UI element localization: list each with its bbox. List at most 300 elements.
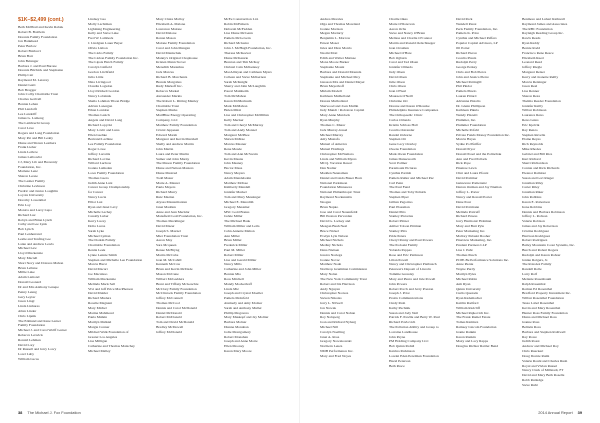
donor-name: Bradley McDowell [156, 325, 184, 329]
donor-name: Donata Mulholland [320, 98, 348, 103]
donor-name: Molly Lachtman [88, 21, 112, 26]
donor-name: The Michael Baak [224, 219, 251, 224]
donor-name: Karen McMerinum [224, 98, 252, 103]
donor-name: Lisa Renner [522, 89, 540, 94]
donor-name: Mary Anne Murdock [320, 113, 350, 118]
donor-name: Ray Renzo [522, 127, 538, 132]
donor-name: Daniel and Linda Bauer Horn [320, 175, 363, 180]
donor-name: Wayne Purdy [456, 267, 476, 272]
donor-name: Cecelia Plautz [456, 55, 477, 60]
donor-name: National Philanthropic Trust [320, 190, 361, 195]
donor-name: Mary Muskopf and Jay Moliter [224, 315, 269, 320]
donor-name: Marie A. Maurer [156, 180, 180, 185]
donor-name: John and Jessica Pierre [456, 74, 489, 79]
donor-name: Michael J. and Carol Wolff Lerner [18, 328, 67, 333]
donor-name: Sarah and Anthony Muller [224, 305, 262, 310]
donor-name: Brian Meyerhoff [320, 84, 344, 89]
donor-name: Megan Moriarty [320, 31, 344, 36]
donor-name: Ryan and Janet Levy [88, 204, 118, 209]
donor-name: Sydne Po Pfeiffer [456, 142, 482, 147]
donor-name: Lloyd Rickelt Gordon [88, 89, 120, 94]
donor-name: Nina Livingood [88, 79, 111, 84]
donor-name: Ellen Luebke [88, 132, 108, 137]
donor-name: Jason Reel [522, 84, 538, 89]
donor-name: Jack Marcus [156, 69, 174, 74]
donor-name: Stanley Pitts [389, 228, 407, 233]
name-list [156, 17, 214, 335]
donor-name: Lee Landolff [18, 111, 37, 116]
donor-name: Joseph and Anne Morte [224, 339, 258, 344]
donor-name: Cristina Rodriguez [522, 228, 549, 233]
donor-name: Linda Linhares [18, 304, 40, 309]
donor-name: Olga and Thomas Moreland [320, 21, 360, 26]
donor-name: Connie and Rick Richards [522, 166, 560, 171]
donor-name: Roy Nolsperg [320, 315, 340, 320]
donor-name: Stephen and Michelle Lee Foundation [88, 257, 143, 262]
donor-name: Cristal Jeppesen [156, 127, 180, 132]
donor-name: Ruiz Mazian [156, 195, 175, 200]
donor-name: Naomi Mott [320, 50, 338, 55]
donor-name: Jose and Carol Neuenfeldt [320, 209, 358, 214]
donor-name: Lawrence Malone [156, 26, 182, 31]
donor-name: Christine Levinson [18, 183, 46, 188]
donor-name: Carlos Orlando [389, 118, 411, 123]
donor-name: Alexander Markis [156, 94, 182, 98]
name-list [18, 25, 76, 362]
donor-name: Mary Lovitt and Luna [88, 127, 120, 132]
donor-name: Aaron Ochs [389, 26, 407, 31]
donor-name: Ellen Mooney [224, 344, 245, 349]
donor-name: Rosalie Magnant [88, 300, 113, 305]
donor-name: Tommie Gressley [389, 272, 415, 277]
donor-name: Carolyn Linfield [88, 65, 112, 70]
donor-name: Medley Nichols [320, 243, 343, 248]
donor-name: Marina Mahmoud [88, 310, 114, 315]
donor-name: Carol and Ted Olsen [389, 60, 419, 65]
donor-name: Cynthia Parrish [389, 171, 412, 175]
donor-name: Mary Mactell [18, 256, 38, 260]
donor-name: Ronan Mason [156, 36, 176, 41]
donor-name: Janet Madden [156, 204, 176, 209]
donor-name: Mary Pat and Bill Leahy [18, 135, 54, 140]
donor-name: David Pommer [456, 175, 478, 180]
donor-name: Jodie Montgomery [224, 329, 251, 334]
donor-name: Daniel Pitts [389, 209, 406, 214]
donor-name: The Mason Family Foundation [156, 161, 201, 166]
donor-name: Melanie Rosenbaum [522, 276, 552, 281]
donor-name: Robert Rodriguez [522, 238, 548, 243]
donor-name: Dorene and Karen O'Rourke [389, 103, 430, 108]
donor-name: Steve Ruhl [522, 382, 538, 387]
donor-name: Lisa Diane McGann [224, 31, 253, 36]
donor-name: Marcus Meaner [224, 142, 247, 147]
donor-name: Donald Posel and the Polinchak [456, 151, 502, 156]
donor-name: Dennis and Carol Nohan [320, 310, 356, 315]
donor-name: Roger Lowe [88, 146, 106, 151]
donor-name: Paul Plassman [389, 204, 410, 209]
donor-name: Judith Rossi [522, 339, 540, 344]
donor-name: Cancer Group Championship [88, 185, 130, 190]
donor-name: Rebecca Markel [156, 89, 180, 94]
donor-name: Barbara J. and Paul Barone [18, 63, 57, 68]
name-list [522, 17, 580, 388]
donor-name: Todd Masur [156, 175, 174, 180]
donor-name: Bonnie Lehan [18, 102, 38, 106]
donor-name: The Dorkin Family [88, 238, 116, 243]
donor-name: Jon Bankhead [18, 39, 38, 44]
donor-name: Marcia Reisinger [522, 79, 547, 84]
donor-name: Olivia Lisbon [88, 45, 108, 50]
donor-name: Steven Nikolas [320, 296, 342, 301]
donor-name: Rudolph Perry [456, 60, 477, 65]
donor-name: Tom McMahon [224, 94, 247, 98]
donor-name: Rudy Markoff Inc. [156, 84, 183, 89]
donor-name: Diane McKenzie [224, 55, 249, 60]
donor-name: Laura and Peter Martin [156, 151, 189, 156]
donor-name: Yolanda Pappas [389, 248, 412, 252]
donor-name: Dr Russell and Jerry Lowy [18, 347, 57, 352]
donor-name: The New York Community Trust [320, 276, 367, 281]
donor-name: David Mulder [88, 291, 108, 296]
donor-name: John Martin [156, 146, 174, 151]
donor-name: Royal and Vivian Russel [522, 363, 558, 368]
donor-name: Frank Lieber [18, 145, 37, 150]
donor-name: Lanie and Andrew Lewis [18, 241, 54, 246]
donor-name: The Podoski Family [389, 243, 418, 248]
donor-name: Tom and Cheryl McMurray [224, 122, 264, 127]
donor-name: James Dunseworth [389, 156, 416, 161]
donor-name: Kenneth McCaw [156, 262, 181, 267]
donor-name: John Powers [389, 281, 408, 286]
donor-name: Charitable Trust [156, 103, 179, 108]
donor-name: Chris and Bob Pierce [456, 69, 487, 74]
donor-name: Brian Barr [18, 53, 34, 58]
donor-name: Reno Gales [522, 118, 539, 123]
donor-name: Peterson's Deposit of Lincoln [389, 267, 431, 272]
donor-name: Elaine Reyes [522, 137, 541, 142]
donor-name: Gabriel and Bill Rice [522, 151, 553, 156]
donor-name: Karen Rankin [456, 334, 476, 339]
donor-name: Gary Leyrer [18, 294, 36, 299]
donor-name: Wilbert McGadders [156, 276, 185, 281]
donor-name: Mary Michel [88, 305, 107, 310]
donor-name: Julie Olson [389, 79, 406, 84]
name-column-8 [522, 17, 580, 405]
donor-name: Andrew and Michael Roy [522, 344, 559, 349]
donor-name: Gillian Pegorino [389, 199, 413, 204]
donor-name: Pamela Mohrfeld [224, 296, 249, 301]
donor-name: Claudia Logsdon [88, 84, 113, 89]
donor-name: Evelyn Lyle Nelson [320, 233, 349, 238]
donor-name: Lightning Engineering [88, 26, 121, 31]
donor-name: Jason Lingr [18, 299, 35, 304]
donor-name: John Robbins [522, 195, 542, 200]
donor-name: Kevin and Mary Rosenthal [522, 305, 561, 310]
donor-name: Hunter Ross Family Foundation [522, 310, 568, 315]
donor-name: National Parkinson [320, 180, 348, 185]
donor-name: Plummer Foundation [456, 122, 487, 127]
donor-name: John J. McHugh Foundation, Inc. [224, 45, 272, 50]
donor-name: The Robert L. Ritting Manley [156, 98, 199, 103]
donor-name: Margaret McPhee [224, 132, 250, 137]
donor-name: Jennifer Olmedo [389, 65, 413, 70]
donor-name: Marilyn Pyles [456, 272, 476, 277]
donor-name: Michelle Lechey [88, 209, 112, 214]
donor-name: The Rolodex Family [522, 262, 552, 267]
donor-name: Ryan Rademacher [456, 296, 482, 301]
donor-name: Gleason Mrs and Daniel Meyer [320, 79, 365, 84]
donor-name: McClintock Family Foundation [156, 291, 201, 296]
left-footer [18, 410, 81, 415]
donor-name: Ralph Rosenthal [522, 281, 546, 286]
donor-name: Douglas Richter Rattler Bend [456, 344, 499, 349]
donor-name: Shelly and Andrew Martin [156, 142, 194, 147]
donor-name: Monica and Larry Lupo [18, 207, 52, 212]
donor-name: Richard Lopycki [88, 122, 112, 127]
donor-name: Adam Lamond [18, 275, 40, 280]
donor-name: Thomas McCool [156, 300, 180, 305]
donor-name: Randall Rolle [522, 267, 542, 272]
donor-name: Aaron May [156, 238, 173, 243]
donor-name: Valerie Roulé and Charles Rush [522, 358, 568, 363]
donor-name: Susan and Lori Rieger [522, 175, 554, 180]
section-heading: $1K–$2,499 (cont.) [18, 17, 64, 23]
donor-name: Maxy and Lacy Rapps [456, 339, 489, 344]
donor-name: Ann and Fred Pollack [456, 156, 488, 161]
donor-name: Bonnie Mio [224, 272, 242, 277]
donor-name: David Mazer [156, 223, 175, 228]
donor-name: Kevin Means [224, 156, 244, 161]
donor-name: Richard Pruess [456, 214, 478, 219]
donor-name: Michael Nill [320, 325, 339, 329]
donor-name: Richard Luz [18, 212, 36, 217]
donor-name: Jerry Harmonic Hohman [456, 219, 492, 224]
donor-name: Gregory Nowakowski [320, 339, 352, 344]
donor-name: Mildred Walk Foundation of [88, 329, 129, 334]
donor-name: Sarah McKnight [224, 79, 248, 84]
donor-name: Jeffrey Lucaitis [88, 151, 111, 156]
donor-name: Michael O'Hare [389, 50, 412, 55]
donor-name: Pamela Pinelo [456, 89, 477, 94]
donor-name: Clint and Laura Pfoutz [456, 171, 489, 175]
donor-name: The Orthopaedic Clinic [389, 113, 423, 118]
donor-name: Nancy Lobsinsk [88, 94, 112, 98]
donor-name: Anne Puzak [456, 262, 474, 267]
donor-name: Mutual Holdings [320, 146, 345, 151]
donor-name: Matthew Family Foundation [156, 122, 197, 127]
donor-name: Angela and David Long [88, 118, 123, 123]
donor-name: Brian Nepko [320, 204, 339, 209]
donor-name: Rene Meade [224, 146, 242, 151]
donor-name: Praxis Communications [389, 296, 423, 301]
donor-name: Jean O'Neal [389, 89, 407, 94]
donor-name: Cathy and Lee Lynk [18, 222, 47, 227]
donor-name: Thomas Mecklinger [156, 219, 185, 224]
donor-name: Anh Ryan [456, 281, 471, 286]
donor-name: Wilbur Robinson [522, 108, 547, 113]
donor-name: Mike Rhodes [522, 146, 542, 151]
donor-name: Nancy Lucia [88, 195, 107, 200]
name-column-5 [320, 17, 378, 405]
donor-name: Paramount Pictures [389, 166, 417, 171]
donor-name: Margaret and Kevin Marshall [156, 137, 198, 142]
donor-name: Judy Mundt / Robotron Capital [320, 108, 365, 113]
donor-name: Manny's Original Chophouse [156, 55, 198, 60]
donor-name: Julia Little [88, 74, 104, 79]
donor-name: David Peck [456, 17, 473, 21]
donor-name: Paul Lenherrand [18, 231, 42, 236]
donor-name: Beth Pesce [389, 363, 405, 368]
donor-name: Adrian Lonergan [88, 103, 113, 108]
donor-name: Linda and William Myers [320, 156, 357, 161]
donor-name: Chris Rueckert [522, 349, 544, 354]
donor-name: Kaitlin Radford [456, 300, 479, 305]
donor-name: Helen Mitzi [224, 108, 242, 113]
donor-name: Ethan Lonidon [88, 108, 110, 113]
donor-name: Randal Osborne [389, 132, 412, 137]
donor-name: Gene Lacy Overley [389, 142, 417, 147]
donor-name: Jean Ocsulien [389, 45, 409, 50]
donor-name: Brenton and Tim McKay [224, 60, 260, 65]
donor-name: Dorenis Bilchick and Stephanie [18, 68, 64, 73]
donor-name: Richard Murry [156, 190, 178, 195]
donor-name: Thomas Pusch [456, 252, 477, 257]
donor-name: John Belanger [18, 58, 39, 63]
donor-name: Carl Penn [389, 180, 404, 185]
donor-name: Edward Marsh [156, 132, 177, 137]
donor-name: Pineview Marketing, Inc. [456, 238, 493, 243]
donor-name: Tom and Andy Monzel [224, 127, 257, 132]
donor-name: Rebecca Lerwick [18, 333, 43, 337]
donor-name: Charles Gerlvell [18, 97, 42, 102]
donor-name: Mark Owen Foundation [389, 151, 424, 156]
donor-name: Andrea Morales [320, 17, 343, 21]
donor-name: Kelly and Steve Lake [88, 31, 119, 36]
donor-name: Jill Potter [456, 45, 470, 50]
donor-name: Patrick F. Pawlik and Betty W. Paul [389, 315, 440, 320]
donor-name: Lauren Pittard [456, 94, 477, 98]
donor-name: Elizabeth Reed [522, 55, 544, 60]
donor-name: Loyola University [18, 193, 44, 198]
donor-name: Adam Mendelsohn [224, 175, 252, 180]
donor-name: Susan and Jody Neil [389, 310, 419, 315]
donor-name: Ray Rowe [522, 334, 537, 339]
donor-name: Joseph S. Mazzel [156, 228, 181, 233]
donor-name: Rich Reynolds [522, 142, 543, 147]
donor-name: The Paul Fund [389, 185, 410, 190]
donor-name: The Lambrecht Group [18, 121, 50, 126]
donor-name: Janet A. Ross [320, 334, 340, 339]
donor-name: Carol Lave [18, 126, 34, 131]
donor-name: Benjamin L. Morrow [320, 36, 351, 41]
donor-name: Amber Tolson Pittman [389, 223, 422, 228]
donor-name: Dorenis Family Foundation [18, 34, 58, 39]
donor-name: McClary Family Foundation [156, 286, 197, 291]
donor-name: Sharon Leone [18, 174, 38, 179]
donor-name: Company, LLC [156, 118, 179, 123]
donor-name: Kerry Lucey [88, 219, 107, 224]
donor-name: Dolia Lucas [88, 223, 106, 228]
donor-name: Tom and Mary Messinger [224, 195, 261, 200]
donor-name: Pascal Mainheim [224, 89, 249, 94]
donor-name: Roman Ed Rosenthal [522, 286, 553, 291]
donor-name: Bertrand Lachine [88, 137, 113, 142]
donor-name: David Olsen [389, 74, 407, 79]
donor-name: Tom and David McDonald [156, 320, 195, 325]
donor-name: Northrop Grumman Commission [320, 267, 368, 272]
donor-name: Philadelphia Insurance Companies [389, 108, 439, 113]
donor-name: Irene Robbins [522, 204, 542, 209]
donor-name: Christel Cain McKenney [224, 65, 260, 70]
donor-name: Bernie Rodd [522, 45, 541, 50]
donor-name: Jonathan Riker [522, 190, 544, 195]
donor-name: Philip Catt [18, 73, 34, 78]
donor-name: Chris Olson [389, 84, 407, 89]
donor-name: Peter Barlow [18, 44, 37, 49]
donor-name: Sheila Lohman Tilson Bridge [88, 98, 130, 103]
donor-name: Marlene Lenz [18, 169, 38, 174]
donor-name: Colleen and Steve McKernon [224, 74, 267, 79]
name-column-3 [156, 17, 214, 405]
donor-name: Richard Pavlovich [389, 320, 416, 325]
donor-name: Matthew McKee [224, 180, 248, 185]
donor-name: Malone Family Foundation [156, 41, 195, 46]
donor-name: Robert Pittner [389, 219, 409, 224]
donor-name: Dennis and Carol McDonald [156, 305, 197, 310]
donor-name: Dorothy Lowenthal [18, 198, 46, 203]
donor-name: Cecelia Ostrander [389, 127, 415, 132]
donor-name: PM Holding Company LLC [389, 339, 429, 344]
donor-name: Cassidy Luber [88, 214, 109, 219]
donor-name: Kathleen Mulholland [320, 94, 351, 98]
name-column-1 [18, 17, 76, 405]
donor-name: Owens Foundation [389, 146, 416, 151]
donor-name: Brent and Tiffany McGeachie [156, 281, 199, 286]
donor-name: Raymond James and Associates [522, 21, 568, 26]
donor-name: Marcia Hurst [88, 262, 107, 267]
donor-name: Phillip Mogavero [224, 310, 249, 315]
donor-name: Kurt Richard [522, 156, 541, 161]
donor-name: Bob Ogburn [389, 55, 407, 60]
donor-name: Joanna Lumsden [88, 166, 112, 171]
donor-name: Pride Peters [389, 233, 407, 238]
donor-name: Private Funds Money Foundation Inc. [456, 132, 510, 137]
donor-name: Diane and Nelson Masters [156, 166, 194, 171]
donor-name: Belinda Ross [522, 325, 541, 329]
donor-name: Karen E. Robertson [522, 199, 551, 204]
donor-name: Margaret Reiser [522, 69, 545, 74]
donor-name: Peck Family Foundation, Inc. [456, 26, 499, 31]
donor-name: Neogen [320, 199, 332, 204]
donor-name: Joanne Morison [320, 26, 343, 31]
donor-name: Popular Capital Advisors, LP [456, 41, 498, 46]
donor-name: Bradford Property Investment Inc. [522, 291, 571, 296]
donor-name: Sara Mcqueen [156, 243, 177, 248]
donor-name: William Miller and Leila [224, 223, 260, 228]
donor-name: Rick Pope [456, 161, 471, 166]
donor-name: Quinn University [456, 286, 481, 291]
donor-name: Paula Malkin [88, 315, 108, 320]
donor-name: Rawls Reeds [522, 36, 541, 41]
donor-name: MacAllisyan and Cathleen Myers [224, 69, 272, 74]
donor-name: Raymond M. Letavey [18, 77, 50, 82]
donor-name: Margie Conner [88, 325, 110, 329]
donor-name: Michael Rajkovich Inc. [456, 310, 490, 315]
donor-name: Paul M. Miller [224, 248, 245, 252]
donor-name: Meredith Maranhas [156, 65, 184, 70]
donor-name: Melissa and Charlie O'Connor [389, 36, 433, 41]
donor-name: Carol and John Mangan [156, 45, 190, 50]
